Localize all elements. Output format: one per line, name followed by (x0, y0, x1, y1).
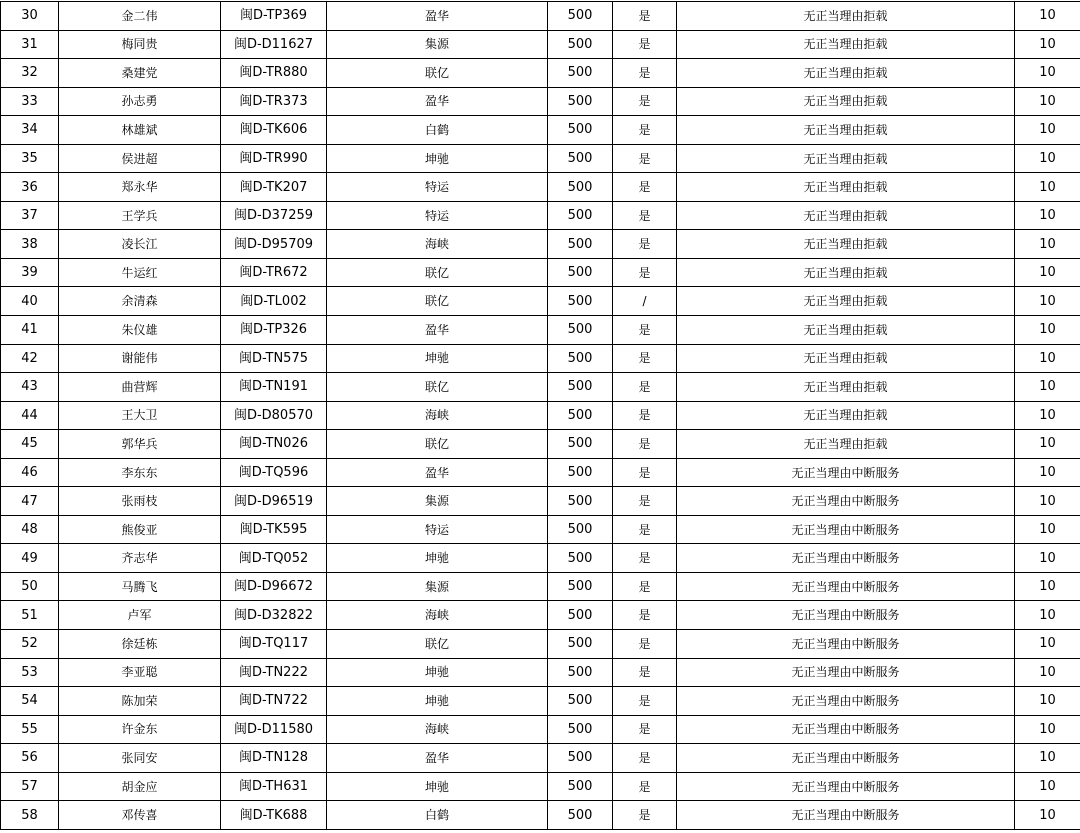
status-flag-cell: 是 (613, 59, 677, 88)
driver-name-cell: 梅同贵 (59, 30, 221, 59)
driver-name-cell: 林雄斌 (59, 116, 221, 145)
plate-number-cell: 闽D-TR880 (221, 59, 327, 88)
driver-name-cell: 许金东 (59, 715, 221, 744)
plate-number-cell: 闽D-TR990 (221, 144, 327, 173)
company-cell: 坤驰 (327, 772, 548, 801)
table-row (1, 173, 1080, 202)
fine-amount-cell: 500 (548, 287, 613, 316)
fine-amount-cell: 500 (548, 2, 613, 31)
plate-number-cell: 闽D-TN128 (221, 744, 327, 773)
plate-number-cell: 闽D-TK207 (221, 173, 327, 202)
status-flag-cell: 是 (613, 715, 677, 744)
plate-number-cell: 闽D-TN191 (221, 373, 327, 402)
company-cell: 特运 (327, 173, 548, 202)
company-cell: 联亿 (327, 59, 548, 88)
points-cell: 10 (1015, 87, 1080, 116)
row-number-cell: 58 (1, 801, 59, 830)
table-row (1, 116, 1080, 145)
plate-number-cell: 闽D-TN575 (221, 344, 327, 373)
table-row (1, 458, 1080, 487)
driver-name-cell: 王学兵 (59, 201, 221, 230)
plate-number-cell: 闽D-TP369 (221, 2, 327, 31)
fine-amount-cell: 500 (548, 30, 613, 59)
points-cell: 10 (1015, 401, 1080, 430)
row-number-cell: 57 (1, 772, 59, 801)
violation-reason-cell: 无正当理由中断服务 (677, 544, 1015, 573)
company-cell: 集源 (327, 572, 548, 601)
status-flag-cell: 是 (613, 201, 677, 230)
company-cell: 白鹤 (327, 801, 548, 830)
fine-amount-cell: 500 (548, 544, 613, 573)
plate-number-cell: 闽D-TK606 (221, 116, 327, 145)
table-row (1, 258, 1080, 287)
company-cell: 海峡 (327, 715, 548, 744)
violation-reason-cell: 无正当理由中断服务 (677, 715, 1015, 744)
company-cell: 集源 (327, 30, 548, 59)
row-number-cell: 42 (1, 344, 59, 373)
driver-name-cell: 徐廷栋 (59, 630, 221, 659)
table-row (1, 401, 1080, 430)
plate-number-cell: 闽D-D32822 (221, 601, 327, 630)
plate-number-cell: 闽D-D80570 (221, 401, 327, 430)
plate-number-cell: 闽D-D95709 (221, 230, 327, 259)
fine-amount-cell: 500 (548, 201, 613, 230)
table-row (1, 630, 1080, 659)
row-number-cell: 39 (1, 258, 59, 287)
fine-amount-cell: 500 (548, 515, 613, 544)
fine-amount-cell: 500 (548, 401, 613, 430)
row-number-cell: 52 (1, 630, 59, 659)
plate-number-cell: 闽D-TR373 (221, 87, 327, 116)
violation-reason-cell: 无正当理由拒载 (677, 258, 1015, 287)
status-flag-cell: 是 (613, 515, 677, 544)
fine-amount-cell: 500 (548, 630, 613, 659)
plate-number-cell: 闽D-TQ052 (221, 544, 327, 573)
driver-name-cell: 郑永华 (59, 173, 221, 202)
points-cell: 10 (1015, 544, 1080, 573)
table-row (1, 744, 1080, 773)
row-number-cell: 40 (1, 287, 59, 316)
table-row (1, 201, 1080, 230)
driver-name-cell: 桑建党 (59, 59, 221, 88)
fine-amount-cell: 500 (548, 715, 613, 744)
status-flag-cell: 是 (613, 744, 677, 773)
row-number-cell: 50 (1, 572, 59, 601)
points-cell: 10 (1015, 572, 1080, 601)
driver-name-cell: 郭华兵 (59, 430, 221, 459)
table-row (1, 344, 1080, 373)
table-row (1, 59, 1080, 88)
plate-number-cell: 闽D-D11627 (221, 30, 327, 59)
violation-reason-cell: 无正当理由拒载 (677, 173, 1015, 202)
points-cell: 10 (1015, 601, 1080, 630)
points-cell: 10 (1015, 458, 1080, 487)
status-flag-cell: 是 (613, 487, 677, 516)
violation-reason-cell: 无正当理由拒载 (677, 316, 1015, 345)
plate-number-cell: 闽D-TQ596 (221, 458, 327, 487)
status-flag-cell: 是 (613, 801, 677, 830)
table-row (1, 430, 1080, 459)
driver-name-cell: 张雨枝 (59, 487, 221, 516)
table-row (1, 30, 1080, 59)
plate-number-cell: 闽D-D37259 (221, 201, 327, 230)
violations-table (0, 1, 1080, 830)
driver-name-cell: 孙志勇 (59, 87, 221, 116)
plate-number-cell: 闽D-TN026 (221, 430, 327, 459)
fine-amount-cell: 500 (548, 430, 613, 459)
violation-reason-cell: 无正当理由拒载 (677, 230, 1015, 259)
plate-number-cell: 闽D-TN722 (221, 687, 327, 716)
table-row (1, 144, 1080, 173)
points-cell: 10 (1015, 201, 1080, 230)
row-number-cell: 31 (1, 30, 59, 59)
company-cell: 坤驰 (327, 344, 548, 373)
company-cell: 盈华 (327, 458, 548, 487)
violation-reason-cell: 无正当理由拒载 (677, 430, 1015, 459)
violation-reason-cell: 无正当理由拒载 (677, 287, 1015, 316)
points-cell: 10 (1015, 344, 1080, 373)
violation-reason-cell: 无正当理由中断服务 (677, 744, 1015, 773)
company-cell: 海峡 (327, 601, 548, 630)
points-cell: 10 (1015, 658, 1080, 687)
row-number-cell: 45 (1, 430, 59, 459)
company-cell: 盈华 (327, 744, 548, 773)
status-flag-cell: 是 (613, 601, 677, 630)
company-cell: 特运 (327, 201, 548, 230)
fine-amount-cell: 500 (548, 59, 613, 88)
status-flag-cell: 是 (613, 116, 677, 145)
row-number-cell: 33 (1, 87, 59, 116)
status-flag-cell: 是 (613, 144, 677, 173)
points-cell: 10 (1015, 515, 1080, 544)
row-number-cell: 56 (1, 744, 59, 773)
fine-amount-cell: 500 (548, 744, 613, 773)
driver-name-cell: 谢能伟 (59, 344, 221, 373)
company-cell: 集源 (327, 487, 548, 516)
points-cell: 10 (1015, 173, 1080, 202)
points-cell: 10 (1015, 316, 1080, 345)
plate-number-cell: 闽D-TK595 (221, 515, 327, 544)
violation-reason-cell: 无正当理由拒载 (677, 87, 1015, 116)
violation-reason-cell: 无正当理由拒载 (677, 59, 1015, 88)
plate-number-cell: 闽D-TR672 (221, 258, 327, 287)
row-number-cell: 43 (1, 373, 59, 402)
company-cell: 盈华 (327, 87, 548, 116)
table-row (1, 2, 1080, 31)
driver-name-cell: 陈加荣 (59, 687, 221, 716)
company-cell: 海峡 (327, 401, 548, 430)
fine-amount-cell: 500 (548, 373, 613, 402)
violation-reason-cell: 无正当理由拒载 (677, 144, 1015, 173)
fine-amount-cell: 500 (548, 658, 613, 687)
points-cell: 10 (1015, 287, 1080, 316)
driver-name-cell: 朱仪雄 (59, 316, 221, 345)
plate-number-cell: 闽D-TP326 (221, 316, 327, 345)
violation-reason-cell: 无正当理由拒载 (677, 30, 1015, 59)
driver-name-cell: 张同安 (59, 744, 221, 773)
status-flag-cell: 是 (613, 30, 677, 59)
company-cell: 坤驰 (327, 687, 548, 716)
company-cell: 联亿 (327, 258, 548, 287)
driver-name-cell: 侯进超 (59, 144, 221, 173)
plate-number-cell: 闽D-TH631 (221, 772, 327, 801)
row-number-cell: 36 (1, 173, 59, 202)
company-cell: 海峡 (327, 230, 548, 259)
company-cell: 坤驰 (327, 544, 548, 573)
fine-amount-cell: 500 (548, 116, 613, 145)
driver-name-cell: 胡金应 (59, 772, 221, 801)
points-cell: 10 (1015, 487, 1080, 516)
table-row (1, 572, 1080, 601)
violation-reason-cell: 无正当理由中断服务 (677, 658, 1015, 687)
violation-reason-cell: 无正当理由中断服务 (677, 572, 1015, 601)
points-cell: 10 (1015, 2, 1080, 31)
violation-reason-cell: 无正当理由中断服务 (677, 687, 1015, 716)
status-flag-cell: 是 (613, 458, 677, 487)
table-row (1, 801, 1080, 830)
status-flag-cell: 是 (613, 687, 677, 716)
points-cell: 10 (1015, 715, 1080, 744)
points-cell: 10 (1015, 801, 1080, 830)
company-cell: 特运 (327, 515, 548, 544)
fine-amount-cell: 500 (548, 316, 613, 345)
fine-amount-cell: 500 (548, 258, 613, 287)
table-row (1, 373, 1080, 402)
violation-reason-cell: 无正当理由中断服务 (677, 515, 1015, 544)
row-number-cell: 44 (1, 401, 59, 430)
violation-reason-cell: 无正当理由拒载 (677, 2, 1015, 31)
status-flag-cell: 是 (613, 373, 677, 402)
table-row (1, 316, 1080, 345)
row-number-cell: 55 (1, 715, 59, 744)
row-number-cell: 32 (1, 59, 59, 88)
status-flag-cell: 是 (613, 344, 677, 373)
points-cell: 10 (1015, 373, 1080, 402)
table-row (1, 515, 1080, 544)
company-cell: 盈华 (327, 316, 548, 345)
status-flag-cell: 是 (613, 544, 677, 573)
driver-name-cell: 余清森 (59, 287, 221, 316)
fine-amount-cell: 500 (548, 572, 613, 601)
violation-reason-cell: 无正当理由拒载 (677, 201, 1015, 230)
row-number-cell: 41 (1, 316, 59, 345)
company-cell: 盈华 (327, 2, 548, 31)
table-row (1, 487, 1080, 516)
violation-reason-cell: 无正当理由拒载 (677, 401, 1015, 430)
violation-reason-cell: 无正当理由中断服务 (677, 630, 1015, 659)
points-cell: 10 (1015, 144, 1080, 173)
row-number-cell: 49 (1, 544, 59, 573)
driver-name-cell: 熊俊亚 (59, 515, 221, 544)
table-row (1, 687, 1080, 716)
violation-reason-cell: 无正当理由中断服务 (677, 772, 1015, 801)
points-cell: 10 (1015, 744, 1080, 773)
violation-reason-cell: 无正当理由中断服务 (677, 801, 1015, 830)
table-row (1, 715, 1080, 744)
driver-name-cell: 卢军 (59, 601, 221, 630)
status-flag-cell: 是 (613, 87, 677, 116)
company-cell: 联亿 (327, 287, 548, 316)
row-number-cell: 35 (1, 144, 59, 173)
row-number-cell: 30 (1, 2, 59, 31)
fine-amount-cell: 500 (548, 487, 613, 516)
row-number-cell: 54 (1, 687, 59, 716)
driver-name-cell: 曲营辉 (59, 373, 221, 402)
plate-number-cell: 闽D-D96672 (221, 572, 327, 601)
plate-number-cell: 闽D-TK688 (221, 801, 327, 830)
table-row (1, 287, 1080, 316)
table-row (1, 772, 1080, 801)
points-cell: 10 (1015, 772, 1080, 801)
status-flag-cell: / (613, 287, 677, 316)
company-cell: 白鹤 (327, 116, 548, 145)
company-cell: 坤驰 (327, 144, 548, 173)
table-row (1, 601, 1080, 630)
plate-number-cell: 闽D-D11580 (221, 715, 327, 744)
plate-number-cell: 闽D-TQ117 (221, 630, 327, 659)
driver-name-cell: 马腾飞 (59, 572, 221, 601)
fine-amount-cell: 500 (548, 344, 613, 373)
row-number-cell: 37 (1, 201, 59, 230)
points-cell: 10 (1015, 687, 1080, 716)
status-flag-cell: 是 (613, 258, 677, 287)
plate-number-cell: 闽D-TL002 (221, 287, 327, 316)
violation-reason-cell: 无正当理由中断服务 (677, 601, 1015, 630)
fine-amount-cell: 500 (548, 230, 613, 259)
status-flag-cell: 是 (613, 173, 677, 202)
violation-reason-cell: 无正当理由拒载 (677, 344, 1015, 373)
status-flag-cell: 是 (613, 401, 677, 430)
driver-name-cell: 李亚聪 (59, 658, 221, 687)
driver-name-cell: 王大卫 (59, 401, 221, 430)
points-cell: 10 (1015, 59, 1080, 88)
plate-number-cell: 闽D-D96519 (221, 487, 327, 516)
status-flag-cell: 是 (613, 630, 677, 659)
status-flag-cell: 是 (613, 658, 677, 687)
points-cell: 10 (1015, 116, 1080, 145)
fine-amount-cell: 500 (548, 601, 613, 630)
violation-reason-cell: 无正当理由中断服务 (677, 458, 1015, 487)
fine-amount-cell: 500 (548, 772, 613, 801)
fine-amount-cell: 500 (548, 687, 613, 716)
fine-amount-cell: 500 (548, 144, 613, 173)
row-number-cell: 46 (1, 458, 59, 487)
points-cell: 10 (1015, 230, 1080, 259)
points-cell: 10 (1015, 258, 1080, 287)
table-row (1, 230, 1080, 259)
company-cell: 联亿 (327, 373, 548, 402)
violation-reason-cell: 无正当理由拒载 (677, 373, 1015, 402)
company-cell: 联亿 (327, 430, 548, 459)
violation-reason-cell: 无正当理由中断服务 (677, 487, 1015, 516)
status-flag-cell: 是 (613, 230, 677, 259)
company-cell: 坤驰 (327, 658, 548, 687)
fine-amount-cell: 500 (548, 87, 613, 116)
status-flag-cell: 是 (613, 2, 677, 31)
fine-amount-cell: 500 (548, 801, 613, 830)
points-cell: 10 (1015, 630, 1080, 659)
driver-name-cell: 李东东 (59, 458, 221, 487)
row-number-cell: 47 (1, 487, 59, 516)
driver-name-cell: 牛运红 (59, 258, 221, 287)
table-body (1, 2, 1080, 830)
table-row (1, 87, 1080, 116)
row-number-cell: 38 (1, 230, 59, 259)
points-cell: 10 (1015, 430, 1080, 459)
status-flag-cell: 是 (613, 772, 677, 801)
fine-amount-cell: 500 (548, 458, 613, 487)
company-cell: 联亿 (327, 630, 548, 659)
driver-name-cell: 金二伟 (59, 2, 221, 31)
table-row (1, 658, 1080, 687)
driver-name-cell: 齐志华 (59, 544, 221, 573)
driver-name-cell: 凌长江 (59, 230, 221, 259)
table-row (1, 544, 1080, 573)
status-flag-cell: 是 (613, 430, 677, 459)
status-flag-cell: 是 (613, 316, 677, 345)
plate-number-cell: 闽D-TN222 (221, 658, 327, 687)
points-cell: 10 (1015, 30, 1080, 59)
row-number-cell: 34 (1, 116, 59, 145)
row-number-cell: 48 (1, 515, 59, 544)
violation-reason-cell: 无正当理由拒载 (677, 116, 1015, 145)
row-number-cell: 53 (1, 658, 59, 687)
row-number-cell: 51 (1, 601, 59, 630)
status-flag-cell: 是 (613, 572, 677, 601)
driver-name-cell: 邓传喜 (59, 801, 221, 830)
fine-amount-cell: 500 (548, 173, 613, 202)
